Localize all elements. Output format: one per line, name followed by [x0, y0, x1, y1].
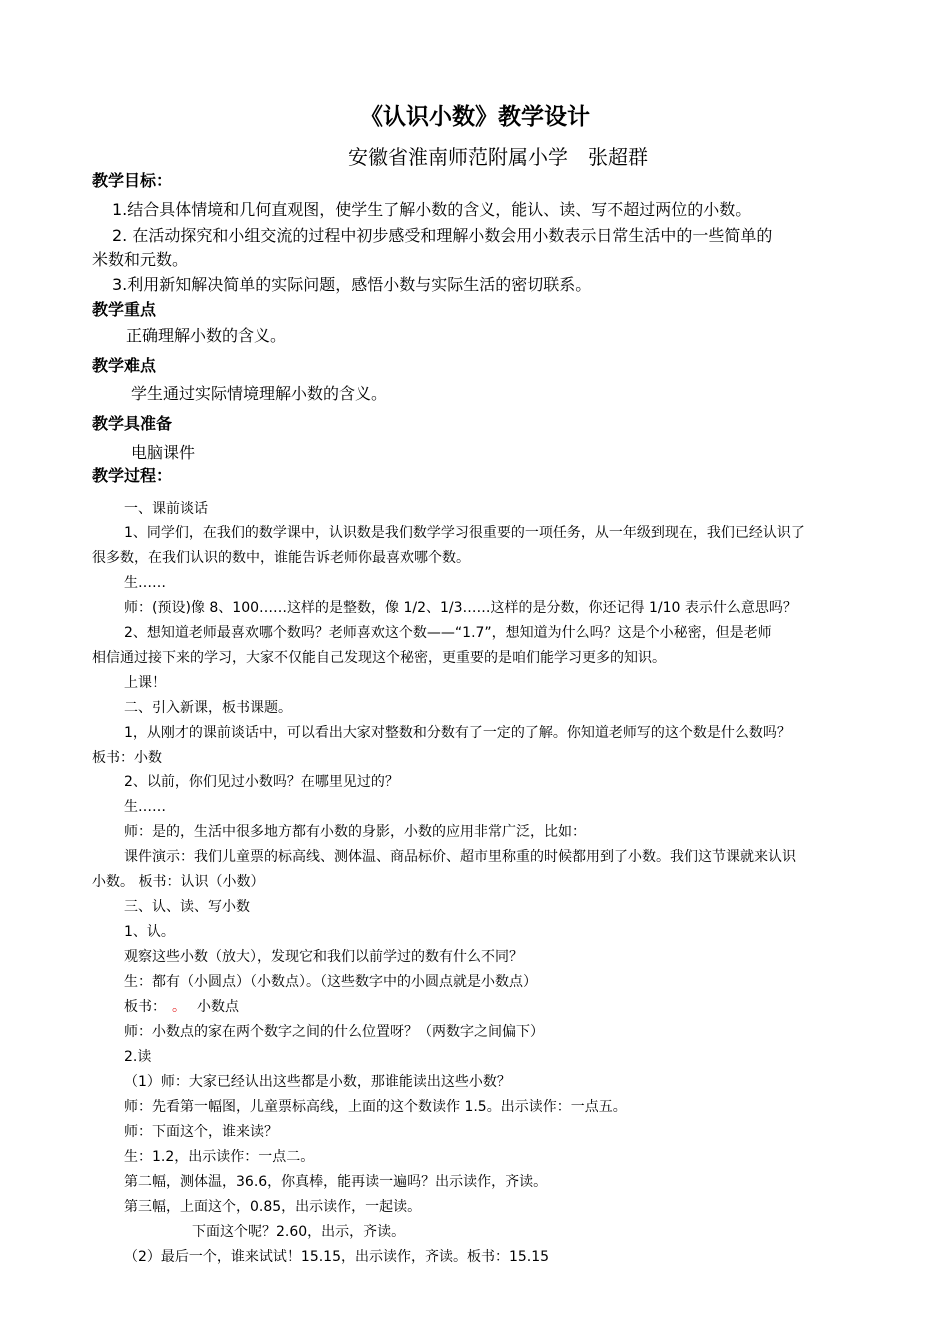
process-line: 生…… [124, 575, 166, 591]
process-line: 2、以前，你们见过小数吗？在哪里见过的？ [124, 774, 399, 790]
goal-line: 1.结合具体情境和几何直观图，使学生了解小数的含义，能认、读、写不超过两位的小数。 [112, 200, 752, 219]
process-line: 一、课前谈话 [124, 501, 208, 517]
process-line: 师：(预设)像 8、100……这样的是整数，像 1/2、1/3……这样的是分数，你还记得 1/10 表示什么意思吗？ [124, 600, 797, 616]
goal-line: 米数和元数。 [92, 250, 189, 269]
process-line: 二、引入新课，板书课题。 [124, 700, 292, 716]
process-line: 师：先看第一幅图，儿童票标高线，上面的这个数读作 1.5。出示读作：一点五。 [124, 1099, 627, 1115]
process-line: 板书：小数 [92, 750, 162, 766]
process-line: 生：都有（小圆点）（小数点）。（这些数字中的小圆点就是小数点） [124, 974, 537, 990]
process-line: 小数点 [197, 999, 239, 1015]
goals-heading: 教学目标： [92, 171, 173, 190]
process-line: 2.读 [124, 1049, 152, 1065]
document-title: 《认识小数》教学设计 [360, 104, 590, 130]
tools-heading: 教学具准备 [92, 414, 173, 433]
author-line: 安徽省淮南师范附属小学 张超群 [348, 145, 648, 169]
process-line: 第三幅，上面这个，0.85，出示读作，一起读。 [124, 1199, 422, 1215]
process-line: 下面这个呢？2.60，出示，齐读。 [192, 1224, 406, 1240]
process-line: 板书： [124, 999, 166, 1015]
process-line: 三、认、读、写小数 [124, 899, 250, 915]
process-line: 1，从刚才的课前谈话中，可以看出大家对整数和分数有了一定的了解。你知道老师写的这个数是什么数吗？ [124, 725, 791, 741]
process-heading: 教学过程： [92, 466, 173, 485]
process-line: 生：1.2，出示读作：一点二。 [124, 1149, 315, 1165]
goal-line: 2. 在活动探究和小组交流的过程中初步感受和理解小数会用小数表示日常生活中的一些简单的 [112, 226, 773, 245]
process-line: 很多数，在我们认识的数中，谁能告诉老师你最喜欢哪个数。 [92, 550, 470, 566]
process-line: 上课！ [124, 675, 166, 691]
decimal-point-mark: 。 [172, 999, 186, 1015]
process-line: （1）师：大家已经认出这些都是小数，那谁能读出这些小数？ [124, 1074, 511, 1090]
process-line: 1、同学们，在我们的数学课中，认识数是我们数学学习很重要的一项任务，从一年级到现在，我们已经认识了 [124, 525, 805, 541]
process-line: 师：下面这个，谁来读？ [124, 1124, 278, 1140]
process-line: 小数。 板书：认识（小数） [92, 874, 265, 890]
process-line: 相信通过接下来的学习，大家不仅能自己发现这个秘密，更重要的是咱们能学习更多的知识。 [92, 650, 666, 666]
difficulty-heading: 教学难点 [92, 356, 157, 375]
process-line: 师：是的，生活中很多地方都有小数的身影，小数的应用非常广泛，比如： [124, 824, 586, 840]
process-line: 师：小数点的家在两个数字之间的什么位置呀？（两数字之间偏下） [124, 1024, 544, 1040]
tools-text: 电脑课件 [131, 443, 196, 462]
process-line: （2）最后一个，谁来试试！15.15，出示读作，齐读。板书：15.15 [124, 1249, 550, 1265]
process-line: 观察这些小数（放大），发现它和我们以前学过的数有什么不同？ [124, 949, 523, 965]
process-line: 1、认。 [124, 924, 175, 940]
key-heading: 教学重点 [92, 300, 157, 319]
process-line: 课件演示：我们儿童票的标高线、测体温、商品标价、超市里称重的时候都用到了小数。我们这节课就来认识 [124, 849, 796, 865]
difficulty-text: 学生通过实际情境理解小数的含义。 [131, 384, 388, 403]
process-line: 第二幅，测体温，36.6，你真棒，能再读一遍吗？出示读作，齐读。 [124, 1174, 548, 1190]
goal-line: 3.利用新知解决简单的实际问题，感悟小数与实际生活的密切联系。 [112, 275, 592, 294]
key-text: 正确理解小数的含义。 [126, 326, 287, 345]
process-line: 生…… [124, 799, 166, 815]
process-line: 2、想知道老师最喜欢哪个数吗？老师喜欢这个数——“1.7”，想知道为什么吗？这是个小秘密，但是老师 [124, 625, 772, 641]
